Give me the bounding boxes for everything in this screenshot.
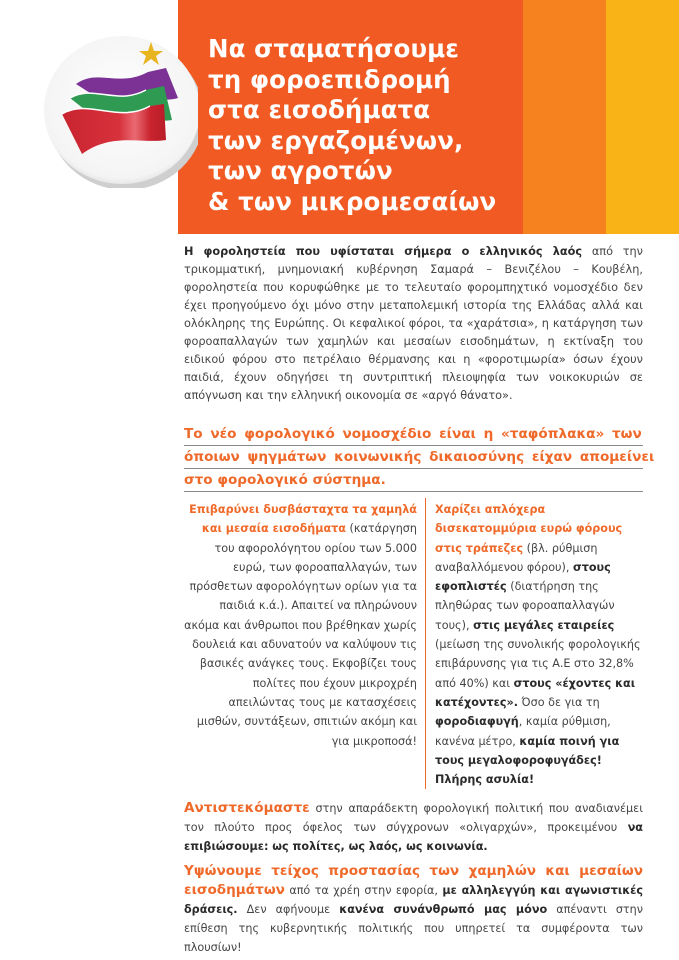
- title-line: των αγροτών: [208, 156, 393, 185]
- left-column: [184, 498, 426, 789]
- article-body: [184, 243, 655, 957]
- page-title: [208, 34, 518, 217]
- intro-paragraph: [184, 243, 643, 405]
- right-column-heading: Χαρίζει απλόχερα δισεκατομμύρια ευρώ φόρους στις τράπεζες: [435, 503, 623, 555]
- right-column-segment: φοροδιαφυγή: [435, 715, 519, 729]
- left-column-heading: Επιβαρύνει δυσβάσταχτα τα χαμηλά και μεσαία εισοδήματα: [189, 503, 417, 536]
- title-line: & των μικρομεσαίων: [208, 186, 497, 216]
- right-column-segment: στους εφοπλιστές: [435, 560, 611, 594]
- shield-text: Δεν αφήνουμε: [237, 903, 340, 917]
- right-column-segment: Όσο δε για τη: [518, 695, 600, 709]
- resist-lead: Αντιστεκόμαστε: [184, 800, 310, 817]
- shield-text: από τα χρέη στην εφορία,: [284, 884, 443, 898]
- resist-paragraph: [184, 799, 643, 856]
- resist-text: στην απαράδεκτη φορολογική πολιτική που αναδιανέμει τον πλούτο προς όφελος των σύγχρονων «ολιγαρχών», προκειμένου: [184, 802, 643, 835]
- right-column-segment: , καμία ρύθμιση, κανένα μέτρο,: [435, 715, 611, 748]
- right-column-segment: (βλ. ρύθμιση αναβαλλόμενου φόρου),: [435, 541, 598, 574]
- section-headline: [184, 423, 655, 492]
- party-flag-with-star-icon: [38, 28, 198, 188]
- left-column-body: (κατάργηση του αφορολόγητου ορίου των 5.000 ευρώ, των φοροαπαλλαγών, των πρόσθετων αφορολόγητων ορίων για τα παιδιά κ.ά.). Απαιτεί να πληρώνουν ακόμα και άνθρωποι που βρέθηκαν χωρίς δουλειά και αδυνατούν να καλύψουν τις βασικές ανάγκες τους. Εκφοβίζει τους πολίτες που έχουν μικροχρέη απειλώντας τους με κατασχέσεις μισθών, συντάξεων, σπιτιών ακόμη και για μικροποσά!: [184, 522, 417, 748]
- title-line: στα εισοδήματα: [208, 95, 431, 124]
- shield-lead: Υψώνουμε τείχος προστασίας των χαμηλών και μεσαίων εισοδημάτων: [184, 863, 643, 899]
- headline-line: στο φορολογικό σύστημα.: [184, 469, 643, 492]
- resist-bold: να επιβιώσουμε: ως πολίτες, ως λαός, ως κοινωνία.: [184, 821, 643, 854]
- shield-paragraph: [184, 862, 643, 957]
- right-column-segment: (διατήρηση της πληθώρας των φοροαπαλλαγών τους),: [435, 580, 615, 632]
- shield-text: απέναντι στην επίθεση της κυβερνητικής πολιτικής που υπηρετεί τα συμφέροντα των πλουσίων!: [184, 903, 643, 955]
- header-band-secondary: [523, 0, 606, 234]
- right-column-segment: (μείωση της συνολικής φορολογικής επιβάρυνσης για τις Α.Ε στο 32,8% από 40%) και: [435, 638, 641, 690]
- two-column-section: [184, 498, 643, 789]
- title-line: Να σταματήσουμε: [208, 34, 459, 63]
- title-line: των εργαζομένων,: [208, 125, 464, 155]
- intro-bold: Η φοροληστεία που υφίσταται σήμερα ο ελληνικός λαός: [184, 245, 583, 258]
- right-column-segment: καμία ποινή για τους μεγαλοφοροφυγάδες! Πλήρης ασυλία!: [435, 734, 620, 787]
- shield-bold: κανένα συνάνθρωπό μας μόνο: [339, 903, 548, 917]
- right-column: [426, 498, 643, 789]
- shield-bold: με αλληλεγγύη και αγωνιστικές δράσεις.: [184, 884, 643, 917]
- headline-line: Το νέο φορολογικό νομοσχέδιο είναι η «ταφόπλακα» των: [184, 423, 643, 446]
- header-band-tertiary: [606, 0, 679, 234]
- title-line: τη φοροεπιδρομή: [208, 64, 451, 94]
- headline-line: όποιων ψηγμάτων κοινωνικής δικαιοσύνης είχαν απομείνει: [184, 446, 643, 469]
- intro-text: από την τρικομματική, μνημονιακή κυβέρνηση Σαμαρά – Βενιζέλου – Κουβέλη, φοροληστεία που κορυφώθηκε με το τελευταίο φορομπηχτικό νομοσχέδιο δεν έχει προηγούμενο όχι μόνο στην μεταπολεμική ιστορία της Ελλάδας αλλά και ολόκληρης της Ευρώπης. Οι κεφαλικοί φόροι, τα «χαράτσια», η κατάργηση των φοροαπαλλαγών των χαμηλών και μεσαίων εισοδημάτων, η εκτίναξη του ειδικού φόρου στο πετρέλαιο θέρμανσης και η «φοροτιμωρία» όσων έχουν παιδιά, έχουν οδηγήσει τη συντριπτική πλειοψηφία των νοικοκυριών σε απόγνωση και την ελληνική οικονομία σε «αργό θάνατο».: [184, 245, 643, 402]
- right-column-segment: στις μεγάλες εταιρείες: [473, 618, 615, 632]
- right-column-segment: στους «έχοντες και κατέχοντες».: [435, 676, 636, 709]
